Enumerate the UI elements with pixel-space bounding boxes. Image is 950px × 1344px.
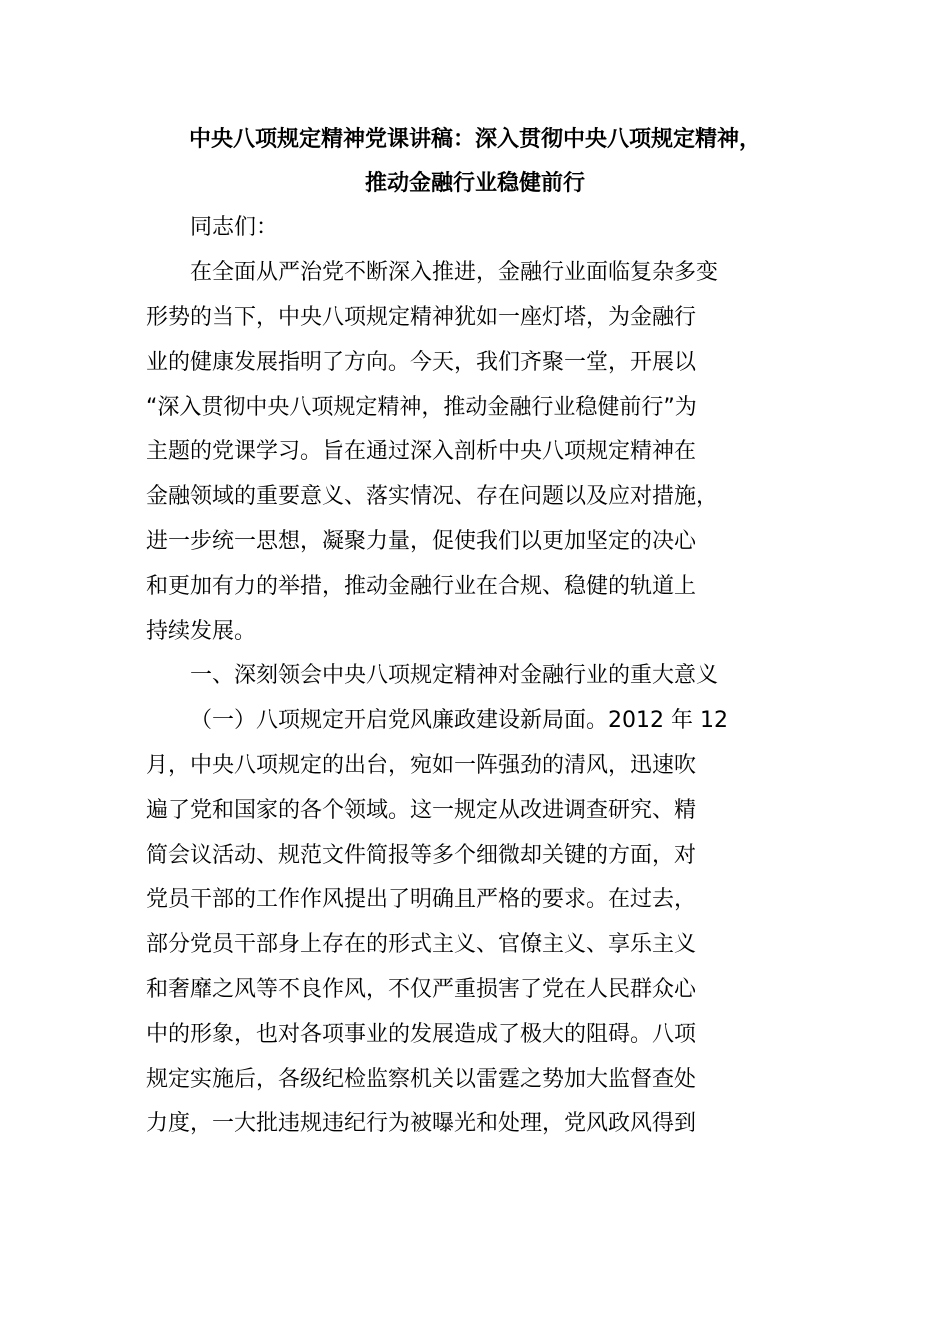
paragraph-line: 简会议活动、规范文件简报等多个细微却关键的方面，对 [146, 843, 697, 868]
paragraph-line: 规定实施后，各级纪检监察机关以雷霆之势加大监督查处 [146, 1067, 697, 1092]
section-heading: 一、深刻领会中央八项规定精神对金融行业的重大意义 [190, 663, 719, 688]
paragraph-line: 和更加有力的举措，推动金融行业在合规、稳健的轨道上 [146, 574, 697, 599]
paragraph-line: 业的健康发展指明了方向。今天，我们齐聚一堂，开展以 [146, 350, 697, 375]
subsection-heading-line: （一）八项规定开启党风廉政建设新局面。2012 年 12 [190, 708, 728, 733]
paragraph-line: 中的形象，也对各项事业的发展造成了极大的阻碍。八项 [146, 1022, 697, 1047]
paragraph-line: 力度，一大批违规违纪行为被曝光和处理，党风政风得到 [146, 1111, 697, 1136]
paragraph-line: 主题的党课学习。旨在通过深入剖析中央八项规定精神在 [146, 439, 697, 464]
paragraph-line: 形势的当下，中央八项规定精神犹如一座灯塔，为金融行 [146, 305, 697, 330]
paragraph-line: 遍了党和国家的各个领域。这一规定从改进调查研究、精 [146, 798, 697, 823]
paragraph-line: 金融领域的重要意义、落实情况、存在问题以及应对措施， [146, 484, 719, 509]
paragraph-line: 进一步统一思想，凝聚力量，促使我们以更加坚定的决心 [146, 529, 697, 554]
paragraph-line: 党员干部的工作作风提出了明确且严格的要求。在过去， [146, 887, 697, 912]
document-title-line-1: 中央八项规定精神党课讲稿：深入贯彻中央八项规定精神， [188, 127, 761, 152]
paragraph-line: 部分党员干部身上存在的形式主义、官僚主义、享乐主义 [146, 932, 697, 957]
paragraph-line: 月，中央八项规定的出台，宛如一阵强劲的清风，迅速吹 [146, 753, 697, 778]
salutation: 同志们： [190, 215, 279, 240]
paragraph-line: 和奢靡之风等不良作风，不仅严重损害了党在人民群众心 [146, 977, 697, 1002]
paragraph-line: 在全面从严治党不断深入推进，金融行业面临复杂多变 [190, 260, 719, 285]
paragraph-line: “深入贯彻中央八项规定精神，推动金融行业稳健前行”为 [146, 395, 697, 420]
document-title-line-2: 推动金融行业稳健前行 [364, 171, 585, 196]
paragraph-line: 持续发展。 [146, 619, 257, 644]
